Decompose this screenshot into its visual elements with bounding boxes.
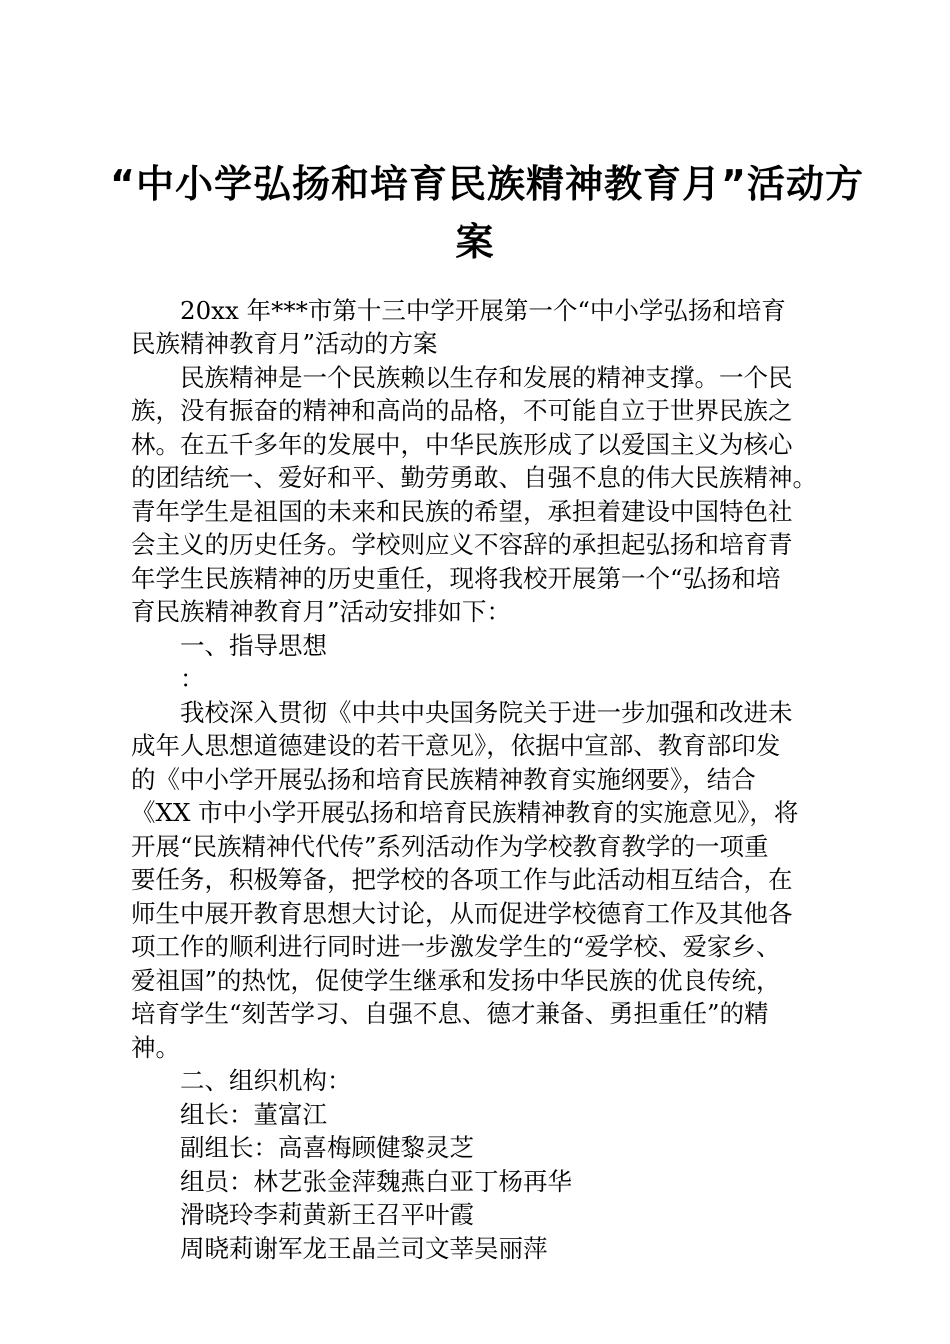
body-line: 的《中小学开展弘扬和培育民族精神教育实施纲要》，结合 (131, 765, 756, 794)
body-line: 滑晓玲李莉黄新王召平叶霞 (131, 1200, 474, 1229)
body-line: 成年人思想道德建设的若干意见》，依据中宣部、教育部印发 (131, 731, 781, 760)
section-heading: 二、组织机构： (131, 1066, 352, 1095)
body-line: 项工作的顺利进行同时进一步激发学生的“爱学校、爱家乡、 (131, 932, 781, 961)
body-line: 师生中展开教育思想大讨论，从而促进学校德育工作及其他各 (131, 899, 793, 928)
body-line: 林。在五千多年的发展中，中华民族形成了以爱国主义为核心 (131, 430, 793, 459)
body-line: 神。 (131, 1033, 180, 1062)
body-line: 开展“民族精神代代传”系列活动作为学校教育教学的一项重 (131, 832, 769, 861)
body-line: 爱祖国”的热忱，促使学生继承和发扬中华民族的优良传统， (131, 966, 781, 995)
body-line: 培育学生“刻苦学习、自强不息、德才兼备、勇担重任”的精 (131, 999, 769, 1028)
body-line: 青年学生是祖国的未来和民族的希望，承担着建设中国特色社 (131, 497, 793, 526)
body-line: 的团结统一、爱好和平、勤劳勇敢、自强不息的伟大民族精神。 (131, 463, 817, 492)
document-title-line-2: 案 (455, 220, 495, 264)
body-line: 周晓莉谢军龙王晶兰司文莘吴丽萍 (131, 1234, 548, 1263)
body-line: 20xx 年***市第十三中学开展第一个“中小学弘扬和培育 (131, 296, 786, 325)
body-line: 会主义的历史任务。学校则应义不容辞的承担起弘扬和培育青 (131, 530, 793, 559)
body-line: ： (131, 664, 205, 693)
body-line: 族，没有振奋的精神和高尚的品格，不可能自立于世界民族之 (131, 396, 793, 425)
body-line: 组员：林艺张金萍魏燕白亚丁杨再华 (131, 1167, 572, 1196)
body-line: 民族精神是一个民族赖以生存和发展的精神支撑。一个民 (131, 363, 793, 392)
body-line: 组长：董富江 (131, 1100, 327, 1129)
body-line: 年学生民族精神的历史重任，现将我校开展第一个“弘扬和培 (131, 564, 781, 593)
body-line: 要任务，积极筹备，把学校的各项工作与此活动相互结合，在 (131, 865, 793, 894)
document-title-line-1: “中小学弘扬和培育民族精神教育月”活动方 (110, 162, 864, 206)
body-line: 育民族精神教育月”活动安排如下： (131, 597, 512, 626)
body-line: 《XX 市中小学开展弘扬和培育民族精神教育的实施意见》，将 (131, 798, 799, 827)
body-line: 民族精神教育月”活动的方案 (131, 329, 438, 358)
section-heading: 一、指导思想 (131, 631, 327, 660)
body-line: 副组长：高喜梅顾健黎灵芝 (131, 1133, 474, 1162)
body-line: 我校深入贯彻《中共中央国务院关于进一步加强和改进未 (131, 698, 793, 727)
